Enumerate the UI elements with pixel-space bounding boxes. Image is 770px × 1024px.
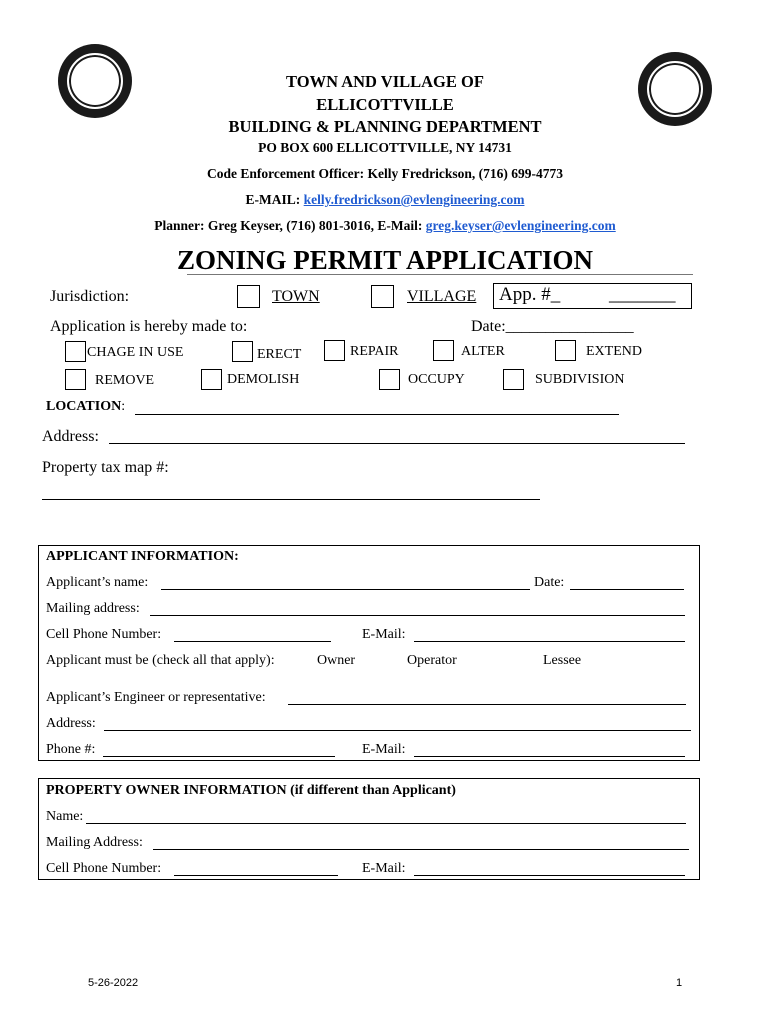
applicant-mailing-field[interactable] [150,615,685,616]
location-field[interactable] [135,414,619,415]
owner-mailing-label: Mailing Address: [46,835,143,850]
town-label: TOWN [272,288,320,305]
header-line-2: ELLICOTTVILLE [316,95,454,114]
village-checkbox[interactable] [371,285,394,308]
header-line-3: BUILDING & PLANNING DEPARTMENT [228,117,542,136]
subdivision-label: SUBDIVISION [535,372,625,387]
app-number-blank: _______ [609,284,676,305]
extend-checkbox[interactable] [555,340,576,361]
application-date[interactable]: Date:________________ [471,318,634,335]
engineer-address-label: Address: [46,716,96,731]
applicant-email-field[interactable] [414,641,685,642]
applicant-heading: APPLICANT INFORMATION: [46,549,239,564]
jurisdiction-label: Jurisdiction: [50,288,130,305]
alter-label: ALTER [461,344,505,359]
engineer-field[interactable] [288,704,686,705]
header-officer: Code Enforcement Officer: Kelly Fredrickson, (716) 699-4773 [206,166,564,181]
applicant-email-label: E-Mail: [362,627,406,642]
engineer-email-field[interactable] [414,756,685,757]
header-address: PO BOX 600 ELLICOTTVILLE, NY 14731 [258,140,512,155]
location-label-line [46,399,125,415]
applicant-must-be-label: Applicant must be (check all that apply): [46,653,275,668]
applicant-lessee-option[interactable]: Lessee [543,653,582,668]
owner-name-label: Name: [46,809,84,824]
applicant-operator-option[interactable]: Operator [407,653,457,668]
address-field[interactable] [109,443,685,444]
application-label: Application is hereby made to: [50,318,248,335]
planner-email-link[interactable]: greg.keyser@evlengineering.com [425,218,616,233]
demolish-checkbox[interactable] [201,369,222,390]
title-divider [187,274,693,275]
occupy-checkbox[interactable] [379,369,400,390]
app-number-field[interactable] [493,283,692,309]
owner-email-field[interactable] [414,875,685,876]
header-planner-line [0,218,770,234]
repair-label: REPAIR [350,344,399,359]
email-label: E-MAIL: [245,192,301,207]
remove-checkbox[interactable] [65,369,86,390]
applicant-date-field[interactable] [570,589,684,590]
officer-email-link[interactable]: kelly.fredrickson@evlengineering.com [303,192,525,207]
subdivision-checkbox[interactable] [503,369,524,390]
erect-checkbox[interactable] [232,341,253,362]
owner-name-field[interactable] [86,823,686,824]
tax-map-label: Property tax map #: [42,459,169,476]
engineer-address-field[interactable] [104,730,691,731]
app-number-label: App. #_ [499,284,561,305]
tax-map-field[interactable] [42,499,540,500]
header-email-line [0,192,770,208]
remove-label: REMOVE [95,373,155,388]
applicant-name-field[interactable] [161,589,530,590]
footer-date: 5-26-2022 [88,977,139,989]
engineer-phone-field[interactable] [103,756,335,757]
applicant-mailing-label: Mailing address: [46,601,140,616]
alter-checkbox[interactable] [433,340,454,361]
form-title: ZONING PERMIT APPLICATION [176,245,594,275]
demolish-label: DEMOLISH [227,372,300,387]
engineer-phone-label: Phone #: [46,742,96,757]
owner-cell-field[interactable] [174,875,338,876]
village-label: VILLAGE [407,288,477,305]
repair-checkbox[interactable] [324,340,345,361]
location-colon: : [121,399,126,414]
location-label: LOCATION [46,399,122,414]
owner-cell-label: Cell Phone Number: [46,861,162,876]
footer-page-number: 1 [676,977,683,989]
header-line-1: TOWN AND VILLAGE OF [286,72,484,91]
occupy-label: OCCUPY [408,372,465,387]
change-in-use-label: CHAGE IN USE [87,345,184,360]
applicant-name-label: Applicant’s name: [46,575,149,590]
engineer-email-label: E-Mail: [362,742,406,757]
planner-prefix: Planner: Greg Keyser, (716) 801-3016, E-Mail: [154,218,423,233]
erect-label: ERECT [257,347,302,362]
address-label: Address: [42,428,99,445]
owner-heading: PROPERTY OWNER INFORMATION (if different than Applicant) [46,783,456,798]
owner-email-label: E-Mail: [362,861,406,876]
applicant-owner-option[interactable]: Owner [317,653,356,668]
change-in-use-checkbox[interactable] [65,341,86,362]
applicant-cell-field[interactable] [174,641,331,642]
owner-mailing-field[interactable] [153,849,689,850]
town-checkbox[interactable] [237,285,260,308]
applicant-cell-label: Cell Phone Number: [46,627,162,642]
extend-label: EXTEND [586,344,642,359]
applicant-date-label: Date: [534,575,565,590]
engineer-label: Applicant’s Engineer or representative: [46,690,266,705]
